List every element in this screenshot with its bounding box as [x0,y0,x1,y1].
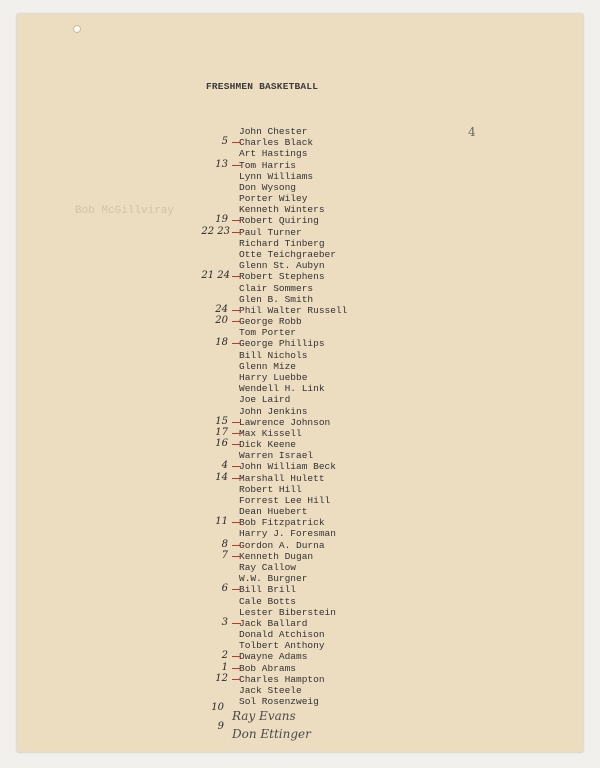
roster-row [0,372,600,383]
jersey-number: 19 [215,214,228,226]
player-name: Wendell H. Link [239,383,325,395]
roster-row [0,171,600,182]
roster-row [0,640,600,651]
player-name: George Robb [239,316,302,328]
player-name: Bob Fitzpatrick [239,517,325,529]
roster-row [0,294,600,305]
roster-row [0,674,600,685]
jersey-number: 3 [221,616,228,628]
player-name: Clair Sommers [239,282,314,294]
player-name: Cale Botts [239,595,297,607]
roster-row [0,607,600,618]
red-pencil-mark [232,321,241,322]
roster-row [0,696,600,707]
roster-row [0,305,600,316]
pin-hole [73,25,81,33]
player-name: Lynn Williams [239,170,314,182]
faded-ghost-text: Bob McGillviray [75,205,175,217]
jersey-number: 5 [221,136,228,148]
player-name: Don Wysong [239,181,297,193]
jersey-number: 13 [215,158,228,170]
roster-row [0,350,600,361]
player-name: Tom Harris [239,159,297,171]
player-name: Dwayne Adams [239,651,308,663]
jersey-number: 17 [215,426,228,438]
player-name: Otte Teichgraeber [239,248,336,260]
jersey-number: 2 [221,650,228,662]
roster-row [0,450,600,461]
jersey-number: 7 [221,549,228,561]
red-pencil-mark [232,142,241,143]
roster-row [0,417,600,428]
roster-row [0,461,600,472]
jersey-number: 14 [215,471,228,483]
player-name: Max Kissell [239,427,302,439]
roster-row [0,651,600,662]
roster-row [0,327,600,338]
player-name: Forrest Lee Hill [239,494,331,506]
player-name: Tolbert Anthony [239,640,325,652]
player-name: Dean Huebert [239,506,308,518]
red-pencil-mark [232,679,241,680]
player-name: Harry Luebbe [239,371,308,383]
roster-row [0,148,600,159]
roster-row [0,271,600,282]
roster-row [0,260,600,271]
roster-row [0,137,600,148]
player-name: Phil Walter Russell [239,304,348,316]
player-name: Robert Hill [239,483,302,495]
jersey-number: 24 [215,303,228,315]
roster-row [0,584,600,595]
roster-row [0,160,600,171]
player-name: Bob Abrams [239,662,297,674]
jersey-number: 10 [211,702,224,713]
roster-row [0,428,600,439]
red-pencil-mark [232,656,241,657]
player-name: Donald Atchison [239,629,325,641]
roster-row [0,204,600,215]
roster-row [0,215,600,226]
corner-mark: 4 [468,125,476,139]
roster-row [0,283,600,294]
roster-row [0,495,600,506]
roster-row [0,484,600,495]
roster-row [0,238,600,249]
jersey-number: 22 23 [201,225,230,237]
red-pencil-mark [232,668,241,669]
player-name: George Phillips [239,338,325,350]
roster-row [0,182,600,193]
roster-row [0,596,600,607]
jersey-number: 6 [221,583,228,595]
roster-row [0,506,600,517]
roster-row [0,663,600,674]
player-name: Warren Israel [239,450,314,462]
player-name: John William Beck [239,461,336,473]
player-name: Art Hastings [239,148,308,160]
player-name: Ray Callow [239,562,297,574]
player-name: Porter Wiley [239,193,308,205]
roster-row [0,439,600,450]
jersey-number: 20 [215,315,228,327]
player-name: Joe Laird [239,394,291,406]
player-name: Marshall Hulett [239,472,325,484]
red-pencil-mark [232,478,241,479]
jersey-number: 12 [215,672,228,684]
red-pencil-mark [232,623,241,624]
roster-row [0,540,600,551]
jersey-number: 21 24 [201,270,230,282]
roster-row [0,629,600,640]
jersey-number: 1 [221,661,228,673]
roster-row [0,551,600,562]
red-pencil-mark [232,343,241,344]
roster-row [0,193,600,204]
handwritten-player-name: Don Ettinger [232,727,311,741]
handwritten-player-name: Ray Evans [232,709,296,723]
player-name: Bill Nichols [239,349,308,361]
roster-row [0,126,600,137]
red-pencil-mark [232,165,241,166]
roster-row [0,473,600,484]
roster-row [0,562,600,573]
red-pencil-mark [232,466,241,467]
player-name: Robert Stephens [239,271,325,283]
player-name: Jack Steele [239,685,302,696]
jersey-number: 4 [221,460,228,472]
roster-row [0,316,600,327]
red-pencil-mark [232,220,241,221]
roster-row [0,394,600,405]
player-name: Charles Hampton [239,673,325,685]
player-name: Kenneth Dugan [239,550,314,562]
jersey-number: 9 [217,721,224,732]
player-name: Lester Biberstein [239,606,336,618]
roster-row [0,618,600,629]
roster-row [0,406,600,417]
jersey-number: 18 [215,337,228,349]
player-name: Harry J. Foresman [239,528,336,540]
red-pencil-mark [232,276,241,277]
red-pencil-mark [232,433,241,434]
page-title: FRESHMEN BASKETBALL [206,81,319,92]
red-pencil-mark [232,589,241,590]
player-name: Sol Rosenzweig [239,696,319,708]
red-pencil-mark [232,522,241,523]
roster-row [0,528,600,539]
player-name: Jack Ballard [239,617,308,629]
roster-row [0,573,600,584]
jersey-number: 16 [215,438,228,450]
player-name: Charles Black [239,137,314,149]
jersey-number: 8 [221,538,228,550]
player-name: Paul Turner [239,226,302,238]
red-pencil-mark [232,444,241,445]
player-name: Lawrence Johnson [239,416,331,428]
roster-row [0,338,600,349]
player-name: John Jenkins [239,405,308,417]
red-pencil-mark [232,310,241,311]
red-pencil-mark [232,422,241,423]
player-name: Glen B. Smith [239,293,314,305]
roster-row [0,383,600,394]
red-pencil-mark [232,232,241,233]
player-name: Bill Brill [239,584,297,596]
player-name: Kenneth Winters [239,204,325,216]
player-name: Dick Keene [239,439,297,451]
player-name: John Chester [239,126,308,137]
jersey-number: 11 [215,516,228,528]
player-name: Tom Porter [239,327,297,339]
player-name: Robert Quiring [239,215,319,227]
player-name: Glenn St. Aubyn [239,260,325,272]
roster-row [0,517,600,528]
jersey-number: 15 [215,415,228,427]
roster-row [0,685,600,696]
player-name: Glenn Mize [239,360,297,372]
roster-row [0,227,600,238]
player-name: Gordon A. Durna [239,539,325,551]
player-name: W.W. Burgner [239,573,308,585]
roster-row [0,249,600,260]
red-pencil-mark [232,556,241,557]
roster-row [0,361,600,372]
red-pencil-mark [232,545,241,546]
player-name: Richard Tinberg [239,237,325,249]
